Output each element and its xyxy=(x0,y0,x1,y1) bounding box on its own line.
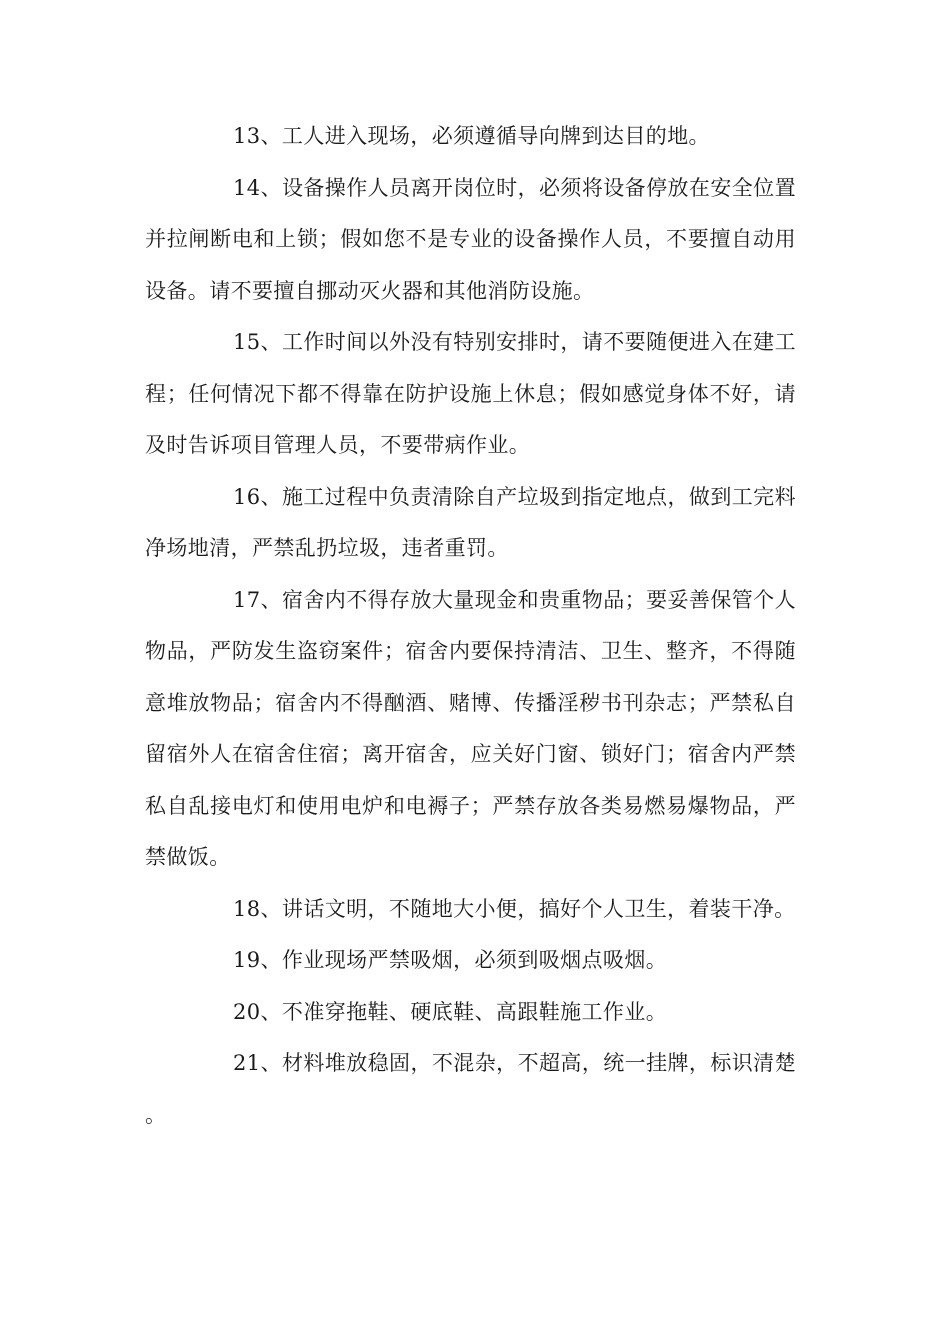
rule-16-paragraph: 16、施工过程中负责清除自产垃圾到指定地点，做到工完料净场地清，严禁乱扔垃圾，违者重罚。 xyxy=(145,484,796,560)
document-body xyxy=(145,111,796,1141)
rule-17-paragraph: 17、宿舍内不得存放大量现金和贵重物品；要妥善保管个人物品，严防发生盗窃案件；宿舍内要保持清洁、卫生、整齐，不得随意堆放物品；宿舍内不得酗酒、赌博、传播淫秽书刊杂志；严禁私自留宿外人在宿舍住宿；离开宿舍，应关好门窗、锁好门；宿舍内严禁私自乱接电灯和使用电炉和电褥子；严禁存放各类易燃易爆物品，严禁做饭。 xyxy=(145,587,796,869)
rule-15-paragraph: 15、工作时间以外没有特别安排时，请不要随便进入在建工程；任何情况下都不得靠在防护设施上休息；假如感觉身体不好，请及时告诉项目管理人员，不要带病作业。 xyxy=(145,330,796,457)
rule-18-paragraph: 18、讲话文明，不随地大小便，搞好个人卫生，着装干净。 xyxy=(233,896,796,921)
rule-14-paragraph: 14、设备操作人员离开岗位时，必须将设备停放在安全位置并拉闸断电和上锁；假如您不是专业的设备操作人员，不要擅自动用设备。请不要擅自挪动灭火器和其他消防设施。 xyxy=(145,175,796,303)
rule-20-paragraph: 20、不准穿拖鞋、硬底鞋、高跟鞋施工作业。 xyxy=(233,999,668,1024)
rule-21-paragraph: 21、材料堆放稳固，不混杂，不超高，统一挂牌，标识清楚。 xyxy=(145,1051,796,1127)
rule-13-paragraph: 13、工人进入现场，必须遵循导向牌到达目的地。 xyxy=(233,124,710,148)
rule-19-paragraph: 19、作业现场严禁吸烟，必须到吸烟点吸烟。 xyxy=(233,948,668,972)
